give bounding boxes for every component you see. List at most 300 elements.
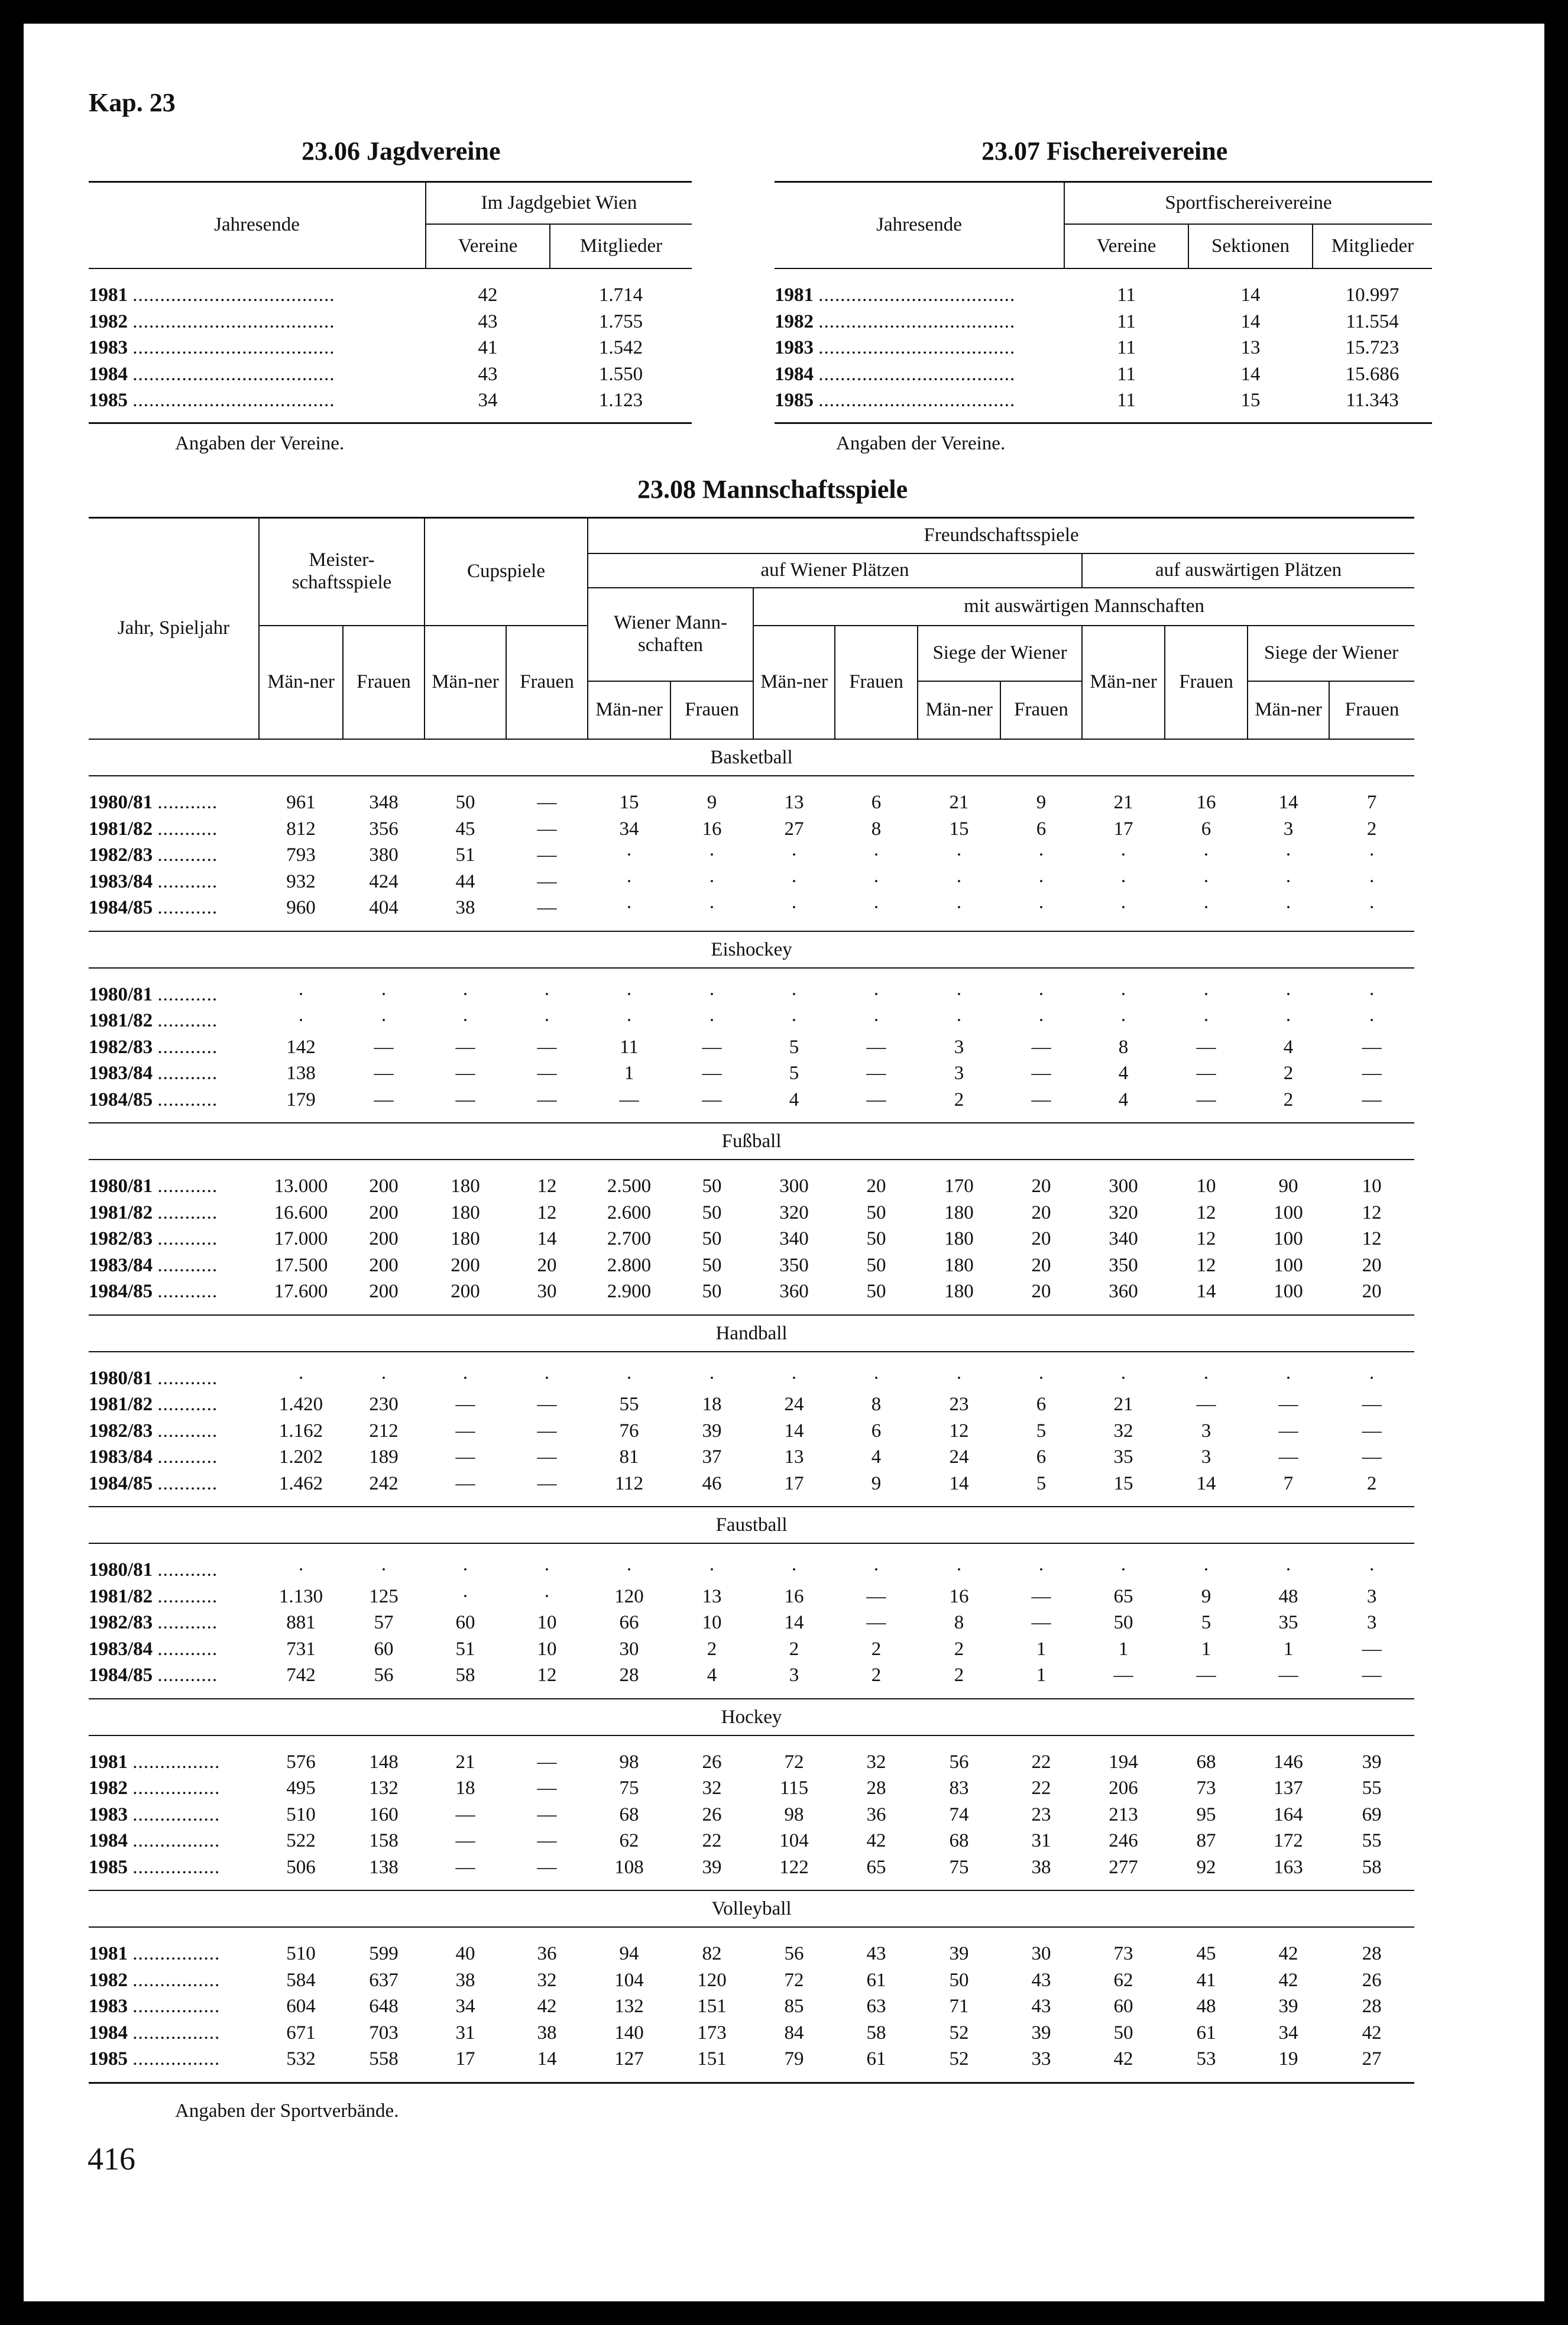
row-year: 1983 [89, 1803, 128, 1825]
row-label [89, 1941, 259, 1967]
table-cell: · [543, 1367, 550, 1389]
table-cell: 62 [1113, 1969, 1133, 1991]
table-cell: 81 [619, 1446, 639, 1468]
table-cell: 22 [1031, 1751, 1051, 1773]
table-cell: 180 [451, 1202, 480, 1223]
row-year: 1984 [775, 363, 814, 385]
table-cell: 30 [619, 1638, 639, 1660]
table-row [89, 1444, 1432, 1471]
table-cell: 1.420 [278, 1394, 323, 1415]
table-cell: 170 [944, 1176, 974, 1197]
table-cell: 9 [707, 792, 717, 813]
table-cell: · [791, 897, 798, 918]
row-label [89, 1391, 259, 1418]
row-label [775, 282, 1064, 309]
row-year: 1984 [89, 1830, 128, 1851]
leader-dots: ........... [157, 1665, 218, 1686]
leader-dots: ........... [157, 792, 218, 813]
mann-col-meister-frauen: Frauen [343, 626, 425, 739]
table-cell: 73 [1196, 1777, 1216, 1799]
table-cell: — [455, 1420, 475, 1442]
row-year: 1981/82 [89, 1010, 153, 1031]
table-cell: 52 [949, 2022, 969, 2044]
table-cell: 32 [866, 1751, 886, 1773]
table-cell: · [1368, 870, 1375, 892]
table-cell: 132 [369, 1777, 399, 1799]
cell-vereine: 11 [1117, 310, 1136, 332]
table-cell: · [462, 983, 469, 1005]
table-cell: — [1196, 1089, 1216, 1110]
table-cell: 246 [1109, 1830, 1138, 1851]
table-cell: — [1196, 1063, 1216, 1084]
jagd-col-mitglieder: Mitglieder [550, 224, 692, 268]
row-year: 1982 [89, 1969, 128, 1991]
table-cell: 13 [784, 1446, 804, 1468]
table-cell: 31 [1031, 1830, 1051, 1851]
table-cell: 5 [1036, 1472, 1047, 1494]
row-label [89, 1828, 259, 1854]
table-cell: 35 [1278, 1612, 1298, 1633]
table-cell: 14 [949, 1472, 969, 1494]
table-cell: 356 [369, 818, 399, 840]
table-cell: · [1120, 983, 1127, 1005]
table-cell: 16 [1196, 792, 1216, 813]
leader-dots: ........... [157, 1228, 218, 1249]
row-year: 1983/84 [89, 1063, 153, 1084]
table-cell: 340 [779, 1228, 809, 1249]
table-cell: — [537, 897, 557, 918]
leader-dots: ........... [157, 870, 218, 892]
table-cell: 40 [455, 1943, 475, 1964]
table-row [89, 1584, 1432, 1610]
row-year: 1984/85 [89, 1472, 153, 1494]
table-cell: 648 [369, 1996, 399, 2017]
table-cell: 742 [286, 1665, 316, 1686]
table-cell: — [374, 1089, 394, 1110]
table-cell: 6 [1036, 1446, 1047, 1468]
leader-dots: ........... [157, 1394, 218, 1415]
table-cell: — [537, 792, 557, 813]
section-header-row [89, 1507, 1432, 1543]
row-label [89, 1471, 259, 1497]
table-cell: 13 [702, 1585, 722, 1607]
table-cell: 50 [866, 1228, 886, 1249]
table-cell: 1.462 [278, 1472, 323, 1494]
table-cell: 2 [1283, 1063, 1294, 1084]
table-cell: · [1038, 897, 1045, 918]
table-cell: 58 [455, 1665, 475, 1686]
table-row [89, 1200, 1432, 1226]
table-cell: · [873, 983, 880, 1005]
table-cell: 2 [1283, 1089, 1294, 1110]
table-cell: 812 [286, 818, 316, 840]
table-cell: 158 [369, 1830, 399, 1851]
row-label [89, 1636, 259, 1663]
table-cell: · [380, 1010, 387, 1031]
table-cell: 340 [1109, 1228, 1138, 1249]
table-cell: 115 [779, 1777, 809, 1799]
table-cell: 58 [1362, 1856, 1382, 1878]
table-cell: · [873, 870, 880, 892]
table-cell: 75 [949, 1856, 969, 1878]
leader-dots: ................ [132, 1943, 221, 1964]
row-year: 1980/81 [89, 1176, 153, 1197]
table-cell: 3 [1366, 1585, 1377, 1607]
table-cell: 26 [1362, 1969, 1382, 1991]
table-cell: 55 [1362, 1777, 1382, 1799]
table-cell: · [1285, 983, 1292, 1005]
table-cell: 637 [369, 1969, 399, 1991]
table-row [89, 1008, 1432, 1034]
table-cell: 2 [954, 1089, 964, 1110]
table-cell: 3 [954, 1036, 964, 1058]
table-cell: · [873, 1010, 880, 1031]
table-cell: 3 [789, 1665, 799, 1686]
row-label [89, 2046, 259, 2073]
table-cell: — [537, 1063, 557, 1084]
table-cell: — [537, 1420, 557, 1442]
table-cell: 51 [455, 844, 475, 866]
table-cell: · [462, 1585, 469, 1607]
fisch-col-sektionen: Sektionen [1188, 224, 1313, 268]
table-cell: 4 [1118, 1063, 1129, 1084]
table-cell: · [1038, 844, 1045, 866]
table-cell: 17 [1113, 818, 1133, 840]
table-cell: · [1285, 1010, 1292, 1031]
table-cell: · [1038, 1559, 1045, 1581]
row-year: 1981 [775, 284, 814, 306]
table-cell: · [1368, 983, 1375, 1005]
cell-vereine: 11 [1117, 363, 1136, 385]
table-cell: 180 [944, 1281, 974, 1302]
mann-col-ap-siege-frauen: Frauen [1329, 681, 1414, 739]
section-header-row [89, 931, 1432, 968]
leader-dots: .................................... [818, 337, 1016, 358]
table-cell: 360 [1109, 1281, 1138, 1302]
table-row [89, 1173, 1432, 1200]
row-year: 1984/85 [89, 1281, 153, 1302]
section-header-row [89, 1699, 1432, 1735]
cell-mitglieder: 1.714 [598, 284, 643, 306]
leader-dots: ........... [157, 1638, 218, 1660]
table-cell: 32 [537, 1969, 557, 1991]
table-cell: 15 [949, 818, 969, 840]
mann-col-cup: Cupspiele [425, 518, 588, 626]
table-cell: 39 [1362, 1751, 1382, 1773]
leader-dots: ........... [157, 1202, 218, 1223]
table-cell: · [626, 983, 633, 1005]
table-cell: 61 [866, 2048, 886, 2070]
row-label [89, 1226, 259, 1252]
table-cell: · [955, 897, 963, 918]
table-cell: · [1285, 844, 1292, 866]
leader-dots: ..................................... [132, 363, 335, 385]
table-row [89, 309, 692, 335]
table-cell: — [374, 1063, 394, 1084]
table-cell: 104 [614, 1969, 644, 1991]
row-year: 1982 [89, 1777, 128, 1799]
table-cell: 2 [789, 1638, 799, 1660]
row-label [89, 1173, 259, 1200]
table-cell: 380 [369, 844, 399, 866]
table-cell: 12 [949, 1420, 969, 1442]
table-cell: 60 [455, 1612, 475, 1633]
leader-dots: ........... [157, 1176, 218, 1197]
table-cell: 50 [702, 1202, 722, 1223]
table-row [775, 361, 1432, 388]
table-cell: — [866, 1612, 886, 1633]
section-title: Hockey [89, 1699, 1414, 1735]
table-cell: 15 [619, 792, 639, 813]
table-cell: 10 [702, 1612, 722, 1633]
table-cell: 424 [369, 870, 399, 892]
table-cell: 85 [784, 1996, 804, 2017]
table-row [89, 282, 692, 309]
table-cell: — [537, 844, 557, 866]
table-cell: 34 [1278, 2022, 1298, 2044]
table-cell: 320 [1109, 1202, 1138, 1223]
table-cell: 5 [1201, 1612, 1211, 1633]
table-cell: 10 [1196, 1176, 1216, 1197]
table-cell: 95 [1196, 1803, 1216, 1825]
table-cell: 42 [1362, 2022, 1382, 2044]
row-year: 1980/81 [89, 1559, 153, 1581]
row-label [89, 1060, 259, 1087]
table-cell: 14 [1196, 1472, 1216, 1494]
table-cell: · [1120, 897, 1127, 918]
table-cell: 14 [784, 1612, 804, 1633]
table-cell: 138 [286, 1063, 316, 1084]
table-cell: 17 [455, 2048, 475, 2070]
table-cell: — [702, 1036, 722, 1058]
table-cell: — [537, 1751, 557, 1773]
table-cell: 2 [954, 1638, 964, 1660]
table-row [89, 1775, 1432, 1802]
cell-sektionen: 13 [1240, 337, 1261, 358]
table-row [89, 869, 1432, 895]
table-cell: · [626, 1559, 633, 1581]
table-cell: 151 [697, 1996, 727, 2017]
table-cell: · [1120, 870, 1127, 892]
table-cell: 50 [866, 1281, 886, 1302]
row-year: 1984 [89, 363, 128, 385]
leader-dots: ................ [132, 2048, 221, 2070]
table-cell: · [1038, 1010, 1045, 1031]
table-cell: · [955, 870, 963, 892]
table-cell: 13.000 [274, 1176, 328, 1197]
leader-dots: ........... [157, 1612, 218, 1633]
table-cell: — [537, 1830, 557, 1851]
leader-dots: .................................... [818, 284, 1016, 306]
table-cell: 30 [1031, 1943, 1051, 1964]
table-cell: · [380, 1367, 387, 1389]
jagd-col-year: Jahresende [89, 182, 426, 269]
row-year: 1983 [89, 337, 128, 358]
table-cell: 26 [702, 1803, 722, 1825]
table-cell: 19 [1278, 2048, 1298, 2070]
table-cell: · [1203, 1559, 1210, 1581]
leader-dots: ........... [157, 1585, 218, 1607]
table-cell: 72 [784, 1969, 804, 1991]
row-year: 1982/83 [89, 1228, 153, 1249]
table-cell: — [702, 1063, 722, 1084]
table-cell: · [297, 1559, 304, 1581]
table-cell: 180 [451, 1176, 480, 1197]
table-cell: — [1362, 1089, 1382, 1110]
table-cell: 13 [784, 792, 804, 813]
table-cell: 8 [871, 1394, 882, 1415]
table-cell: 21 [949, 792, 969, 813]
leader-dots: ..................................... [132, 284, 335, 306]
table-cell: 98 [784, 1803, 804, 1825]
table-cell: · [462, 1367, 469, 1389]
table-cell: 277 [1109, 1856, 1138, 1878]
table-cell: 20 [1362, 1254, 1382, 1276]
table-row [89, 789, 1432, 816]
table-cell: 12 [1196, 1228, 1216, 1249]
cell-vereine: 43 [478, 363, 498, 385]
table-cell: 100 [1274, 1281, 1303, 1302]
leader-dots: .................................... [818, 310, 1016, 332]
table-cell: · [955, 1010, 963, 1031]
table-cell: 8 [1118, 1036, 1129, 1058]
table-cell: 12 [1196, 1254, 1216, 1276]
table-cell: · [626, 844, 633, 866]
table-cell: · [708, 1010, 715, 1031]
leader-dots: ........... [157, 1089, 218, 1110]
row-label [775, 335, 1064, 361]
row-label [89, 1557, 259, 1584]
table-cell: 69 [1362, 1803, 1382, 1825]
table-cell: — [537, 1089, 557, 1110]
table-cell: 71 [949, 1996, 969, 2017]
mann-col-wiener-mann: Wiener Mann-schaften [588, 588, 753, 681]
table-cell: 65 [1113, 1585, 1133, 1607]
table-cell: — [1362, 1420, 1382, 1442]
table-cell: · [873, 1367, 880, 1389]
table-cell: 36 [866, 1803, 886, 1825]
table-cell: 142 [286, 1036, 316, 1058]
row-label [89, 335, 426, 361]
leader-dots: .................................... [818, 363, 1016, 385]
mann-col-wp-siege: Siege der Wiener [918, 626, 1082, 681]
table-cell: 41 [1196, 1969, 1216, 1991]
table-cell: 50 [1113, 2022, 1133, 2044]
table-cell: — [1031, 1089, 1051, 1110]
table-cell: 348 [369, 792, 399, 813]
row-year: 1984/85 [89, 1089, 153, 1110]
leader-dots: ........... [157, 1420, 218, 1442]
row-year: 1982 [89, 310, 128, 332]
table-row [89, 982, 1432, 1008]
row-label [89, 1610, 259, 1636]
table-cell: 50 [702, 1228, 722, 1249]
leader-dots: ........... [157, 983, 218, 1005]
leader-dots: ................ [132, 2022, 221, 2044]
table-row [89, 1941, 1432, 1967]
table-row [89, 1060, 1432, 1087]
table-cell: · [1368, 1367, 1375, 1389]
table-cell: 1 [1036, 1665, 1047, 1686]
cell-mitglieder: 15.686 [1345, 363, 1399, 385]
table-cell: · [1203, 983, 1210, 1005]
table-cell: — [537, 870, 557, 892]
table-cell: 27 [1362, 2048, 1382, 2070]
table-cell: 22 [702, 1830, 722, 1851]
table-cell: 2 [871, 1638, 882, 1660]
cell-mitglieder: 11.554 [1346, 310, 1399, 332]
table-cell: 20 [537, 1254, 557, 1276]
table-cell: · [1368, 844, 1375, 866]
cell-mitglieder: 10.997 [1345, 284, 1399, 306]
leader-dots: ..................................... [132, 390, 335, 411]
mann-col-wp-maenner: Män-ner [753, 626, 835, 739]
table-cell: 200 [369, 1176, 399, 1197]
row-year: 1985 [89, 390, 128, 411]
row-year: 1981/82 [89, 1202, 153, 1223]
table-cell: 212 [369, 1420, 399, 1442]
table-cell: · [1120, 1010, 1127, 1031]
table-cell: 6 [1201, 818, 1211, 840]
table-cell: 2 [1366, 818, 1377, 840]
row-year: 1983 [775, 337, 814, 358]
fisch-table [775, 181, 1432, 424]
table-cell: 43 [866, 1943, 886, 1964]
table-cell: 16.600 [274, 1202, 328, 1223]
section-title: Faustball [89, 1507, 1414, 1543]
table-cell: — [455, 1089, 475, 1110]
table-cell: 36 [537, 1943, 557, 1964]
table-cell: — [1362, 1394, 1382, 1415]
table-cell: 1 [1283, 1638, 1294, 1660]
table-cell: 604 [286, 1996, 316, 2017]
table-cell: — [1196, 1394, 1216, 1415]
table-cell: · [543, 1010, 550, 1031]
table-cell: 39 [1278, 1996, 1298, 2017]
row-year: 1981 [89, 284, 128, 306]
row-label [89, 1662, 259, 1689]
table-cell: · [708, 897, 715, 918]
row-year: 1980/81 [89, 1367, 153, 1389]
table-cell: · [462, 1559, 469, 1581]
table-cell: 932 [286, 870, 316, 892]
leader-dots: ........... [157, 1559, 218, 1581]
table-cell: 2 [954, 1665, 964, 1686]
table-cell: · [873, 897, 880, 918]
leader-dots: .................................... [818, 390, 1016, 411]
table-row [89, 1636, 1432, 1663]
table-cell: · [1203, 897, 1210, 918]
table-cell: 200 [369, 1228, 399, 1249]
fisch-col-year: Jahresende [775, 182, 1064, 269]
table-cell: — [455, 1063, 475, 1084]
table-cell: 23 [949, 1394, 969, 1415]
table-cell: 45 [1196, 1943, 1216, 1964]
table-cell: 173 [697, 2022, 727, 2044]
row-label [89, 842, 259, 869]
table-row [89, 1365, 1432, 1392]
table-cell: — [537, 1803, 557, 1825]
leader-dots: ........... [157, 1254, 218, 1276]
chapter-label: Kap. 23 [89, 88, 176, 117]
table-cell: 42 [866, 1830, 886, 1851]
row-year: 1982/83 [89, 1612, 153, 1633]
table-cell: 4 [871, 1446, 882, 1468]
table-cell: 180 [944, 1202, 974, 1223]
table-cell: 151 [697, 2048, 727, 2070]
table-cell: — [1278, 1394, 1298, 1415]
table-cell: 21 [1113, 792, 1133, 813]
